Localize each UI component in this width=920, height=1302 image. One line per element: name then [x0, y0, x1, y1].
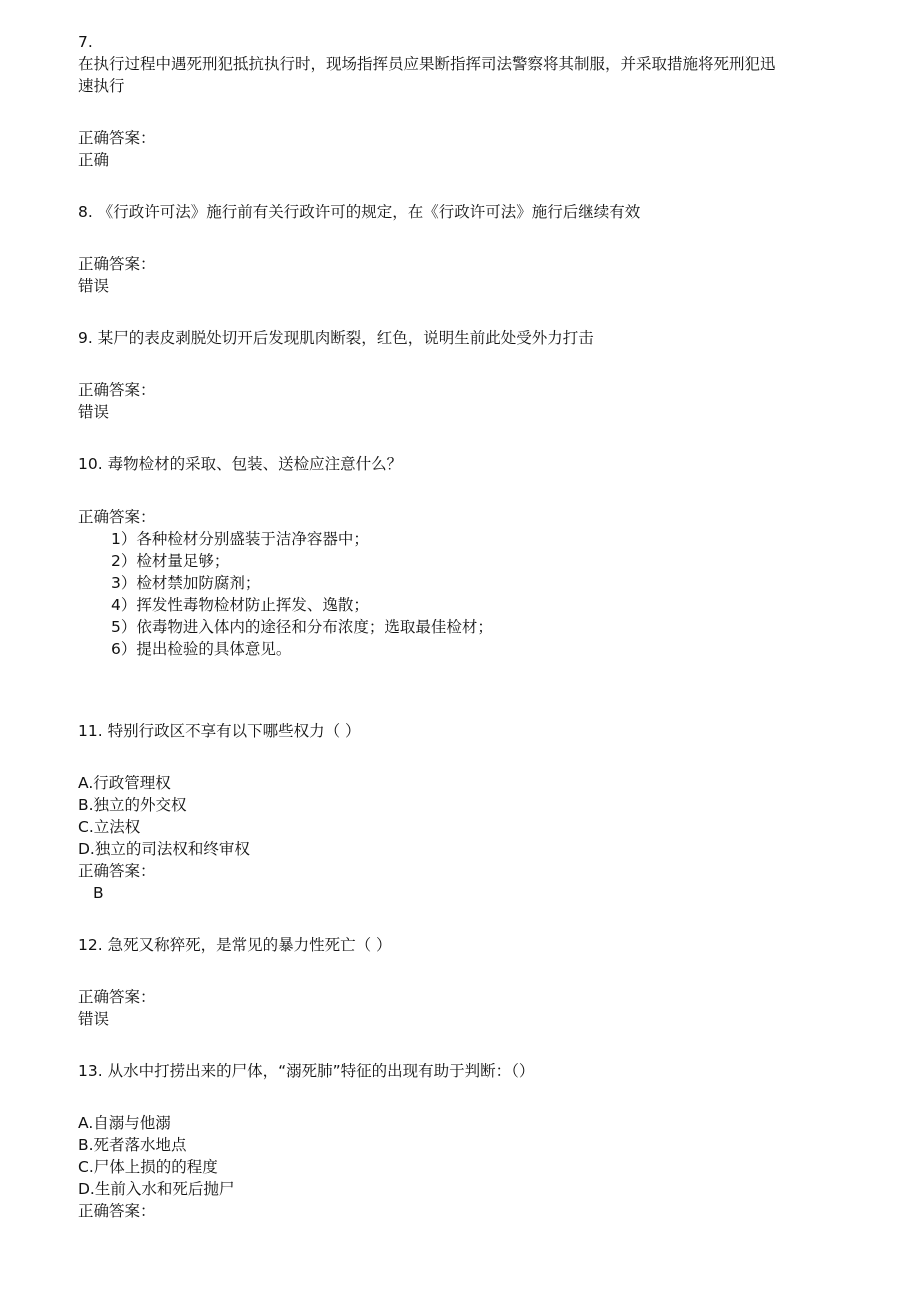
q8-answer: 错误: [78, 277, 110, 295]
q10-answer-item-1: 1）各种检材分别盛装于洁净容器中；: [111, 530, 369, 548]
q10-answer-item-6: 6）提出检验的具体意见。: [111, 640, 292, 658]
q7-answer-label: 正确答案：: [78, 129, 156, 147]
q11-option-a: A.行政管理权: [78, 774, 171, 792]
q7-number: 7.: [78, 33, 93, 51]
q13-text: 13. 从水中打捞出来的尸体，“溺死肺”特征的出现有助于判断：（）: [78, 1062, 535, 1080]
q12-answer-label: 正确答案：: [78, 988, 156, 1006]
q10-answer-item-5: 5）依毒物进入体内的途径和分布浓度；选取最佳检材；: [111, 618, 493, 636]
q10-answer-item-2: 2）检材量足够；: [111, 552, 230, 570]
q12-answer: 错误: [78, 1010, 110, 1028]
q11-answer-label: 正确答案：: [78, 862, 156, 880]
q7-answer: 正确: [78, 151, 110, 169]
q11-option-b: B.独立的外交权: [78, 796, 187, 814]
q7-text-line1: 在执行过程中遇死刑犯抵抗执行时，现场指挥员应果断指挥司法警察将其制服，并采取措施将死刑犯迅: [78, 55, 776, 73]
q13-option-a: A.自溺与他溺: [78, 1114, 171, 1132]
q13-answer-label: 正确答案：: [78, 1202, 156, 1220]
q11-text: 11. 特别行政区不享有以下哪些权力（ ）: [78, 722, 361, 740]
q8-answer-label: 正确答案：: [78, 255, 156, 273]
q12-text: 12. 急死又称猝死，是常见的暴力性死亡（ ）: [78, 936, 392, 954]
q10-answer-label: 正确答案：: [78, 508, 156, 526]
q7-text-line2: 速执行: [78, 77, 125, 95]
q11-option-c: C.立法权: [78, 818, 141, 836]
q13-option-c: C.尸体上损的的程度: [78, 1158, 218, 1176]
q10-answer-item-3: 3）检材禁加防腐剂；: [111, 574, 261, 592]
q9-answer: 错误: [78, 403, 110, 421]
q11-answer: B: [93, 884, 104, 902]
q13-option-d: D.生前入水和死后抛尸: [78, 1180, 235, 1198]
q8-text: 8. 《行政许可法》施行前有关行政许可的规定，在《行政许可法》施行后继续有效: [78, 203, 641, 221]
q10-answer-item-4: 4）挥发性毒物检材防止挥发、逸散；: [111, 596, 369, 614]
q10-text: 10. 毒物检材的采取、包装、送检应注意什么？: [78, 455, 403, 473]
q11-option-d: D.独立的司法权和终审权: [78, 840, 250, 858]
q9-answer-label: 正确答案：: [78, 381, 156, 399]
q9-text: 9. 某尸的表皮剥脱处切开后发现肌肉断裂，红色，说明生前此处受外力打击: [78, 329, 594, 347]
q13-option-b: B.死者落水地点: [78, 1136, 187, 1154]
